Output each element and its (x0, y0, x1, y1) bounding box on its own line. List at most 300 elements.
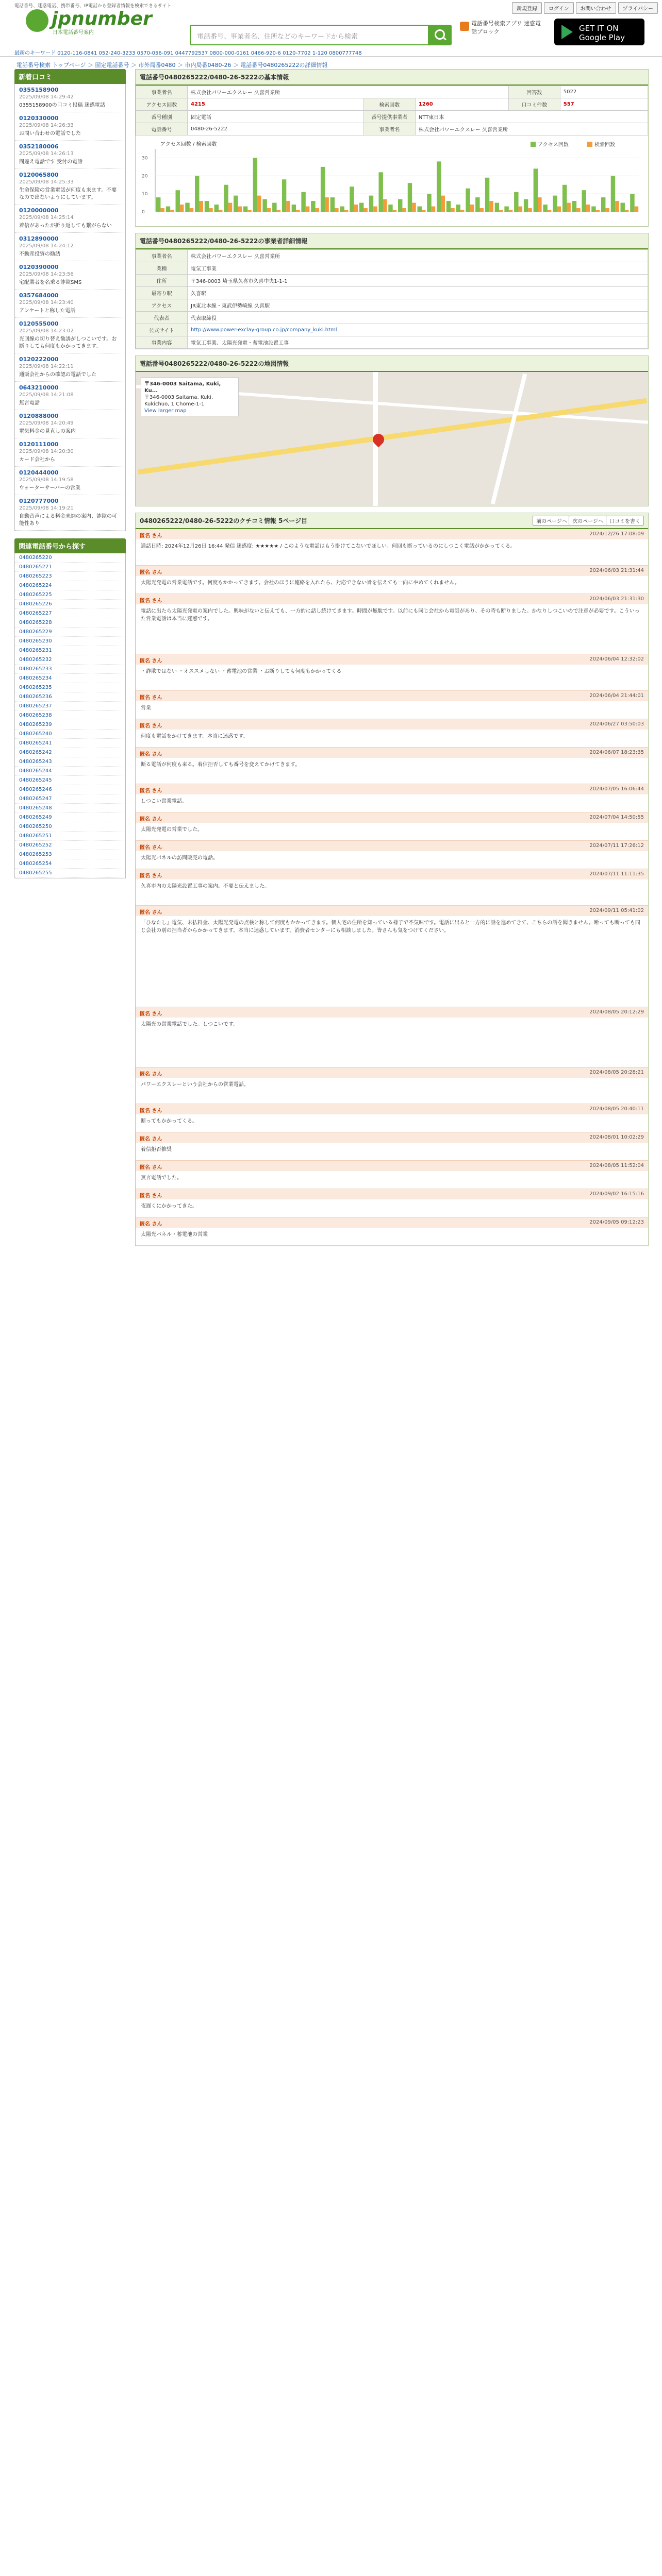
bar-access (495, 203, 499, 212)
comment-author: 匿名 さん (140, 1165, 162, 1171)
bar-access (504, 207, 508, 212)
business-label: 代表者 (136, 312, 188, 324)
related-numbers-list (14, 553, 126, 878)
bar-access (553, 196, 557, 212)
comment-author: 匿名 さん (140, 695, 162, 701)
bar-access (437, 161, 441, 212)
related-number-link[interactable]: 0480265250 (15, 822, 125, 832)
comment-body: 断ってもかかってくる。 (141, 1118, 197, 1124)
bar-access (620, 203, 624, 212)
map-card-address: 〒346-0003 Saitama, Kuki, Kukichuo, 1 Chome-1-1 (144, 395, 213, 407)
bar-search (219, 210, 223, 212)
value-type: 固定電話 (188, 111, 364, 123)
bar-search (451, 208, 455, 212)
comment-date: 2024/06/03 21:31:44 (589, 568, 644, 573)
bar-access (205, 201, 209, 212)
comment-date: 2024/06/03 21:31:30 (589, 596, 644, 602)
map-card-title: 〒346-0003 Saitama, Kuki, Ku... (144, 381, 221, 394)
comment-body: 断る電話が何度も来る。着信拒否しても番号を変えてかけてきます。 (141, 762, 301, 768)
comment-header (136, 691, 648, 701)
label-search: 検索回数 (363, 98, 415, 111)
comment-body: ・詐欺ではない ・オススメしない ・蓄電池の営業 ・お断りしても何度もかかってくる (141, 669, 342, 674)
related-number-link[interactable]: 0480265245 (15, 776, 125, 785)
comment-header (136, 748, 648, 758)
prev-page-button[interactable]: 前のページへ (533, 516, 571, 526)
related-number-link[interactable]: 0480265234 (15, 674, 125, 683)
bar-access (176, 190, 180, 212)
bar-search (489, 201, 493, 212)
bar-search (296, 210, 300, 212)
recent-review-item[interactable] (15, 233, 125, 261)
comment-date: 2024/08/05 11:52:04 (589, 1163, 644, 1168)
comment-item (136, 784, 648, 812)
related-number-link[interactable]: 0480265249 (15, 813, 125, 822)
next-page-button[interactable]: 次のページへ (569, 516, 607, 526)
recent-review-item[interactable] (15, 410, 125, 438)
legend-label: アクセス回数 (538, 142, 569, 148)
nav-login[interactable]: ログイン (544, 2, 574, 14)
bar-search (402, 208, 406, 212)
business-label: 公式サイト (136, 324, 188, 336)
comment-date: 2024/08/01 10:02:29 (589, 1134, 644, 1140)
bar-access (378, 172, 383, 212)
comment-author: 匿名 さん (140, 788, 162, 794)
recent-review-text: 無言電話 (19, 400, 40, 406)
recent-review-date: 2025/09/08 14:29:42 (19, 94, 74, 100)
business-label: 最寄り駅 (136, 287, 188, 299)
comment-author: 匿名 さん (140, 1137, 162, 1142)
business-row (136, 312, 648, 324)
comment-body: 営業 (141, 705, 151, 711)
related-number-link[interactable]: 0480265244 (15, 767, 125, 776)
comment-header (136, 1189, 648, 1199)
recent-review-text: 着信があったが折り返しても繋がらない (19, 223, 112, 229)
related-number-link[interactable]: 0480265241 (15, 739, 125, 748)
map-larger-link[interactable]: View larger map (144, 408, 187, 414)
related-number-link[interactable]: 0480265230 (15, 637, 125, 646)
bar-access (350, 187, 354, 212)
recent-review-item[interactable] (15, 382, 125, 410)
comment-date: 2024/06/04 12:32:02 (589, 656, 644, 662)
bar-access (311, 201, 315, 212)
recent-review-item[interactable] (15, 438, 125, 467)
bar-access (330, 197, 335, 212)
comment-header (136, 784, 648, 794)
comment-author: 匿名 さん (140, 570, 162, 575)
bar-search (470, 205, 474, 212)
top-nav (512, 2, 658, 14)
y-tick-label: 20 (142, 174, 148, 179)
comment-header (136, 719, 648, 730)
related-number-link[interactable]: 0480265225 (15, 590, 125, 600)
label-answers: 回答数 (508, 86, 560, 98)
recent-review-item[interactable] (15, 112, 125, 141)
bar-access (243, 207, 247, 212)
bar-search (548, 210, 552, 212)
bar-access (292, 205, 296, 212)
search-button[interactable] (428, 25, 452, 45)
comment-header (136, 566, 648, 576)
comment-item (136, 812, 648, 841)
bar-access (340, 207, 344, 212)
related-number-link[interactable]: 0480265239 (15, 720, 125, 730)
business-row (136, 336, 648, 349)
recent-review-item[interactable] (15, 141, 125, 169)
nav-register[interactable]: 新規登録 (512, 2, 542, 14)
related-number-link[interactable]: 0480265220 (15, 553, 125, 563)
bar-search (393, 210, 397, 212)
bar-access (185, 203, 189, 212)
bar-access (369, 196, 373, 212)
recent-review-number[interactable]: 0120888000 (19, 413, 59, 419)
bar-search (422, 210, 426, 212)
bar-search (605, 208, 609, 212)
recent-review-item[interactable] (15, 261, 125, 290)
comment-date: 2024/08/05 20:40:11 (589, 1106, 644, 1112)
comment-body: 夜遅くにかかってきた。 (141, 1204, 197, 1209)
bar-search (586, 205, 590, 212)
comment-author: 匿名 さん (140, 1193, 162, 1199)
bar-search (635, 207, 639, 212)
y-tick-label: 10 (142, 192, 148, 197)
label-reviews: 口コミ件数 (508, 98, 560, 111)
bar-access (398, 199, 402, 212)
bar-access (253, 158, 257, 212)
comment-item (136, 748, 648, 784)
bar-search (528, 208, 532, 212)
business-title: 電話番号0480265222/0480-26-5222の事業者詳細情報 (136, 233, 648, 249)
bar-access (456, 205, 460, 212)
comment-author: 匿名 さん (140, 845, 162, 851)
comments-list (136, 529, 648, 1246)
bar-search (373, 207, 377, 212)
comment-body: 太陽光発電の営業電話です。何度もかかってきます。会社のほうに連絡を入れたら、対応できない旨を伝えても一向にやめてくれません。 (141, 580, 460, 586)
bar-access (534, 168, 538, 212)
recent-reviews-title: 新着口コミ (14, 69, 126, 84)
comment-date: 2024/06/04 21:44:01 (589, 693, 644, 699)
related-number-link[interactable]: 0480265243 (15, 757, 125, 767)
nav-privacy[interactable]: プライバシー (618, 2, 658, 14)
value-carrier: NTT東日本 (415, 111, 648, 123)
bar-access (388, 205, 392, 212)
comment-item (136, 654, 648, 691)
comment-header (136, 1217, 648, 1228)
recent-review-number[interactable]: 0312890000 (19, 235, 59, 242)
value-answers: 5022 (560, 86, 648, 98)
related-number-link[interactable]: 0480265248 (15, 804, 125, 813)
bar-access (262, 199, 267, 212)
related-number-link[interactable]: 0480265228 (15, 618, 125, 628)
bar-access (601, 197, 605, 212)
recent-review-number[interactable]: 0355158900 (19, 87, 59, 93)
value-phone: 0480-26-5222 (188, 123, 364, 135)
recent-review-text: 間違え電話です 受付の電話 (19, 159, 83, 165)
recent-review-item[interactable] (15, 495, 125, 531)
comment-author: 匿名 さん (140, 1222, 162, 1227)
recent-review-number[interactable]: 0120000000 (19, 207, 59, 214)
related-number-link[interactable]: 0480265238 (15, 711, 125, 720)
comment-header (136, 1132, 648, 1143)
comment-body: 太陽光パネル・蓄電池の営業 (141, 1232, 208, 1238)
recent-review-item[interactable] (15, 169, 125, 205)
recent-review-text: アンケートと称した電話 (19, 308, 76, 314)
logo-text: jpnumber (52, 8, 152, 29)
recent-review-text: 不動産投資の勧誘 (19, 251, 60, 257)
related-number-link[interactable]: 0480265224 (15, 581, 125, 590)
related-number-link[interactable]: 0480265237 (15, 702, 125, 711)
map-panel (135, 355, 649, 506)
recent-review-text: ウォーターサーバーの営業 (19, 485, 81, 491)
recent-review-number[interactable]: 0120111000 (19, 441, 59, 448)
bar-search (316, 208, 320, 212)
comment-author: 匿名 さん (140, 817, 162, 822)
google-play-badge[interactable]: GET IT ON Google Play (554, 19, 644, 45)
comment-date: 2024/06/27 03:50:03 (589, 721, 644, 727)
basic-info-table (136, 86, 648, 135)
comment-date: 2024/09/11 05:41:02 (589, 908, 644, 913)
comment-date: 2024/08/05 20:12:29 (589, 1009, 644, 1015)
site-header (0, 0, 662, 57)
related-number-link[interactable]: 0480265227 (15, 609, 125, 618)
bar-search (306, 207, 310, 212)
recent-review-text: 自動音声による料金未納の案内、詐欺の可能性あり (19, 514, 117, 527)
business-table (136, 249, 648, 349)
label-type: 番号種別 (136, 111, 188, 123)
comment-item (136, 1189, 648, 1217)
related-number-link[interactable]: 0480265236 (15, 692, 125, 702)
bar-search (557, 207, 561, 212)
comment-date: 2024/07/05 16:06:44 (589, 786, 644, 792)
recent-reviews-list (14, 84, 126, 531)
bar-access (514, 192, 518, 212)
bar-search (460, 210, 465, 212)
bar-search (596, 210, 600, 212)
comment-body: 「ひなたし」電気、未払料金、太陽光発電の点検と称して何度もかかってきます。個人宅の住所を知っている様子で不気味です。電話に出ると一方的に話を進めてきて、こちらの話を聞きません。断っても断っても同じ会社の別の担当者からかかってきます。本当に迷惑しています。消費者センターにも相談しました。皆さんも気をつけてください。 (141, 920, 640, 934)
business-value: 久喜駅 (188, 287, 648, 299)
related-number-link[interactable]: 0480265252 (15, 841, 125, 850)
value-business2: 株式会社パワーエクスレー 久喜営業所 (415, 123, 648, 135)
comment-author: 匿名 さん (140, 1011, 162, 1017)
business-row (136, 250, 648, 262)
header-tagline: 電話番号、迷惑電話、携帯番号、IP電話から登録者情報を検索できるサイト (14, 4, 172, 9)
bar-search (480, 208, 484, 212)
business-row (136, 275, 648, 287)
bar-access (166, 207, 170, 212)
bar-search (257, 196, 261, 212)
bar-search (567, 203, 571, 212)
business-label: 事業者名 (136, 250, 188, 262)
comment-date: 2024/08/05 20:28:21 (589, 1070, 644, 1075)
recent-review-date: 2025/09/08 14:26:33 (19, 123, 74, 128)
related-number-link[interactable]: 0480265232 (15, 655, 125, 665)
bar-search (209, 208, 213, 212)
recent-review-number[interactable]: 0120390000 (19, 264, 59, 270)
comment-header (136, 841, 648, 851)
related-number-link[interactable]: 0480265235 (15, 683, 125, 692)
comment-date: 2024/07/04 14:50:55 (589, 815, 644, 820)
bar-access (224, 185, 228, 212)
recent-review-item[interactable] (15, 84, 125, 112)
recent-review-number[interactable]: 0357684000 (19, 292, 59, 299)
comments-title (136, 513, 648, 529)
comment-date: 2024/09/05 09:12:23 (589, 1219, 644, 1225)
bar-search (199, 201, 203, 212)
recent-review-item[interactable] (15, 467, 125, 495)
value-reviews: 557 (560, 98, 648, 111)
comments-title-text: 0480265222/0480-26-5222のクチコミ情報 5ページ目 (140, 517, 308, 524)
recent-review-number[interactable]: 0120555000 (19, 320, 59, 327)
nav-contact[interactable]: お問い合わせ (576, 2, 616, 14)
main-content (135, 69, 649, 1252)
comment-body: 太陽光発電の営業でした。 (141, 827, 203, 833)
y-tick-label: 30 (142, 156, 148, 161)
business-value[interactable]: http://www.power-exclay-group.co.jp/company_kuki.html (188, 324, 648, 336)
bar-search (344, 210, 349, 212)
recent-review-date: 2025/09/08 14:19:58 (19, 477, 74, 483)
recent-review-number[interactable]: 0120444000 (19, 469, 59, 476)
recent-review-number[interactable]: 0120065800 (19, 172, 59, 178)
comment-item (136, 869, 648, 906)
comment-item (136, 1132, 648, 1161)
bar-search (538, 197, 542, 212)
comment-body: 着信拒否推奨 (141, 1147, 172, 1153)
related-number-link[interactable]: 0480265223 (15, 572, 125, 581)
comments-panel (135, 513, 649, 1246)
bar-access (524, 199, 528, 212)
recent-review-date: 2025/09/08 14:26:13 (19, 151, 74, 157)
search-input[interactable]: 電話番号、事業者名、住所などのキーワードから検索 (190, 25, 430, 45)
comment-header (136, 869, 648, 879)
bar-access (427, 194, 431, 212)
bar-search (615, 201, 619, 212)
business-label: 業種 (136, 262, 188, 275)
write-review-button[interactable]: 口コミを書く (606, 516, 644, 526)
comment-author: 匿名 さん (140, 752, 162, 757)
related-number-link[interactable]: 0480265246 (15, 785, 125, 794)
comment-item (136, 1067, 648, 1104)
recent-review-item[interactable] (15, 318, 125, 353)
site-logo[interactable] (11, 7, 181, 34)
recent-review-item[interactable] (15, 290, 125, 318)
bar-access (572, 201, 576, 212)
related-number-link[interactable]: 0480265247 (15, 794, 125, 804)
recent-review-number[interactable]: 0120222000 (19, 356, 59, 363)
comment-author: 匿名 さん (140, 658, 162, 664)
bar-access (611, 176, 615, 212)
recent-review-number[interactable]: 0643210000 (19, 384, 59, 391)
bar-search (509, 210, 513, 212)
left-sidebar (14, 69, 126, 878)
comment-author: 匿名 さん (140, 723, 162, 729)
comment-body: 通話日時: 2024年12月26日 16:44 発信 迷惑度: ★★★★★ / このような電話はもう掛けてこないでほしい。何回も断っているのにしつこく電話がかかってくる。 (141, 544, 516, 549)
related-number-link[interactable]: 0480265226 (15, 600, 125, 609)
logo-mark-icon (26, 9, 48, 32)
comment-body: パワーエクスレーという会社からの営業電話。 (141, 1082, 249, 1088)
value-business: 株式会社パワーエクスレー 久喜営業所 (188, 86, 509, 98)
bar-access (359, 203, 363, 212)
related-number-link[interactable]: 0480265255 (15, 869, 125, 878)
recent-review-date: 2025/09/08 14:23:40 (19, 300, 74, 306)
recent-review-date: 2025/09/08 14:24:12 (19, 243, 74, 249)
comment-body: 何度も電話をかけてきます。本当に迷惑です。 (141, 734, 249, 739)
business-value: 代表取締役 (188, 312, 648, 324)
bar-search (363, 208, 368, 212)
comment-author: 匿名 さん (140, 1072, 162, 1077)
comment-header (136, 812, 648, 823)
recent-review-number[interactable]: 0120330000 (19, 115, 59, 122)
recent-review-date: 2025/09/08 14:19:21 (19, 505, 74, 511)
y-tick-label: 0 (142, 210, 145, 215)
recent-review-text: 0355158900の口コミ投稿 迷惑電話 (19, 103, 105, 108)
bar-search (267, 208, 271, 212)
related-number-link[interactable]: 0480265253 (15, 850, 125, 859)
bar-search (160, 208, 164, 212)
comment-author: 匿名 さん (140, 873, 162, 879)
comment-body: しつこい営業電話。 (141, 799, 187, 804)
comment-item (136, 1104, 648, 1132)
bar-access (301, 192, 305, 212)
comment-header (136, 1067, 648, 1078)
breadcrumb[interactable]: 電話番号検索 トップページ ＞ 固定電話番号 ＞ 市外局番0480 ＞ 市内局番0480-26 ＞ 電話番号0480265222の詳細情報 (16, 62, 328, 69)
recent-review-text: 通販会社からの確認の電話でした (19, 372, 96, 378)
bar-access (282, 179, 286, 212)
recent-review-date: 2025/09/08 14:25:14 (19, 215, 74, 221)
map-view[interactable] (136, 372, 648, 506)
recent-keywords[interactable]: 最新のキーワード 0120-116-0841 052-240-3233 0570-056-091 0447792537 0800-000-0161 0466-920-6 0120-7702 1-120 0800777748 (14, 50, 362, 56)
related-number-link[interactable]: 0480265251 (15, 832, 125, 841)
recent-review-item[interactable] (15, 205, 125, 233)
recent-review-text: 生命保険の営業電話が何度も来ます。不要なので出ないようにしています。 (19, 188, 117, 200)
bar-access (466, 189, 470, 212)
related-number-link[interactable]: 0480265231 (15, 646, 125, 655)
recent-review-item[interactable] (15, 353, 125, 382)
label-carrier: 番号提供事業者 (363, 111, 415, 123)
app-promo[interactable]: 電話番号検索アプリ 迷惑電話ブロック (458, 18, 545, 46)
business-row (136, 299, 648, 312)
comment-item (136, 529, 648, 566)
value-search: 1260 (415, 98, 508, 111)
business-label: アクセス (136, 299, 188, 312)
comment-author: 匿名 さん (140, 910, 162, 916)
access-chart (136, 135, 648, 226)
related-number-link[interactable]: 0480265242 (15, 748, 125, 757)
bar-access (418, 207, 422, 212)
label-access: アクセス回数 (136, 98, 188, 111)
comment-body: 電話に出たら太陽光発電の案内でした。興味がないと伝えても、一方的に話し続けてきます。時間が無駄です。以前にも同じ会社から電話があり、その時も断りました。かなりしつこいので注意が必要です。こういった営業電話は本当に迷惑です。 (141, 608, 640, 622)
bar-search (625, 210, 629, 212)
business-label: 事業内容 (136, 336, 188, 349)
related-number-link[interactable]: 0480265254 (15, 859, 125, 869)
bar-search (354, 205, 358, 212)
bar-access (582, 190, 586, 212)
recent-review-text: 宅配業者を名乗る詐欺SMS (19, 280, 82, 285)
related-number-link[interactable]: 0480265229 (15, 628, 125, 637)
legend-swatch (531, 142, 536, 147)
recent-review-number[interactable]: 0352180006 (19, 143, 59, 150)
related-number-link[interactable]: 0480265240 (15, 730, 125, 739)
business-value: JR東北本線・東武伊勢崎線 久喜駅 (188, 299, 648, 312)
related-number-link[interactable]: 0480265233 (15, 665, 125, 674)
recent-review-number[interactable]: 0120777000 (19, 498, 59, 504)
related-number-link[interactable]: 0480265221 (15, 563, 125, 572)
comment-date: 2024/09/02 16:15:16 (589, 1191, 644, 1197)
comment-header (136, 1161, 648, 1171)
recent-review-date: 2025/09/08 14:21:08 (19, 392, 74, 398)
comment-item (136, 594, 648, 654)
bar-access (562, 185, 567, 212)
bar-search (325, 197, 329, 212)
bar-access (630, 194, 634, 212)
